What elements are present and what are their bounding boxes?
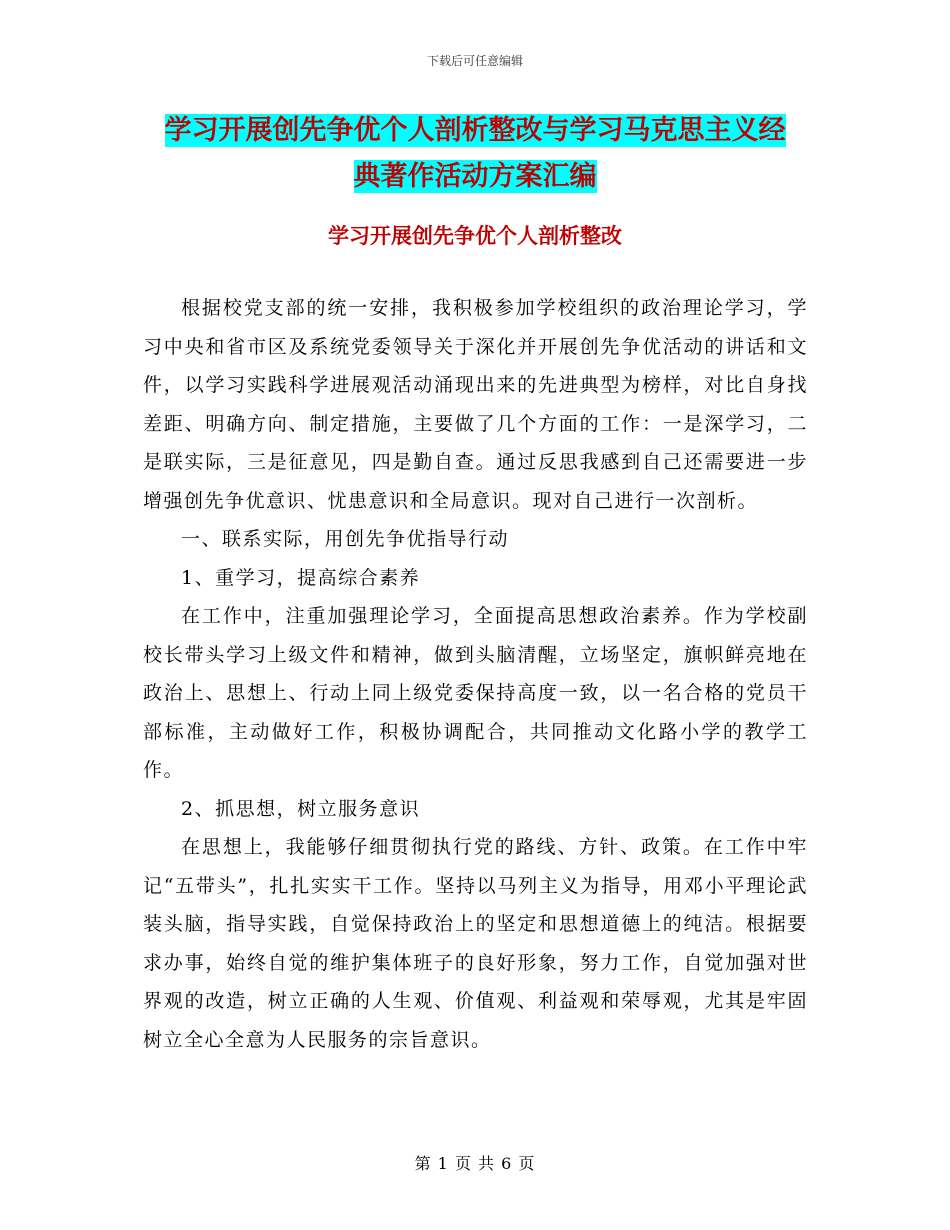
document-title [120, 108, 830, 200]
document-title-line-1: 学习开展创先争优个人剖析整改与学习马克思主义经 [164, 115, 786, 146]
subheading-thought: 2、抓思想，树立服务意识 [181, 797, 421, 820]
paragraph-study: 在工作中，注重加强理论学习，全面提高思想政治素养。作为学校副校长带头学习上级文件和精神，做到头脑清醒，立场坚定，旗帜鲜亮地在政治上、思想上、行动上同上级党委保持高度一致，以一名合格的党员干部标准，主动做好工作，积极协调配合，共同推动文化路小学的教学工作。 [143, 605, 808, 781]
header-note: 下载后可任意编辑 [426, 54, 523, 68]
paragraph-intro: 根据校党支部的统一安排，我积极参加学校组织的政治理论学习，学习中央和省市区及系统党委领导关于深化并开展创先争优活动的讲话和文件，以学习实践科学进展观活动涌现出来的先进典型为榜样，对比自身找差距、明确方向、制定措施，主要做了几个方面的工作：一是深学习，二是联实际，三是征意见，四是勤自查。通过反思我感到自己还需要进一步增强创先争优意识、忧患意识和全局意识。现对自己进行一次剖析。 [143, 297, 808, 512]
page-number: 第 1 页 共 6 页 [414, 1154, 536, 1173]
paragraph-thought: 在思想上，我能够仔细贯彻执行党的路线、方针、政策。在工作中牢记“五带头”，扎扎实实干工作。坚持以马列主义为指导，用邓小平理论武装头脑，指导实践，自觉保持政治上的坚定和思想道德上的纯洁。根据要求办事，始终自觉的维护集体班子的良好形象，努力工作，自觉加强对世界观的改造，树立正确的人生观、价值观、利益观和荣辱观，尤其是牢固树立全心全意为人民服务的宗旨意识。 [143, 836, 808, 1051]
heading-part-one: 一、联系实际，用创先争优指导行动 [181, 528, 510, 550]
subheading-study: 1、重学习，提高综合素养 [181, 566, 421, 589]
document-title-line-2: 典著作活动方案汇编 [353, 161, 597, 192]
document-body [143, 289, 808, 1059]
section-title: 学习开展创先争优个人剖析整改 [328, 224, 622, 248]
